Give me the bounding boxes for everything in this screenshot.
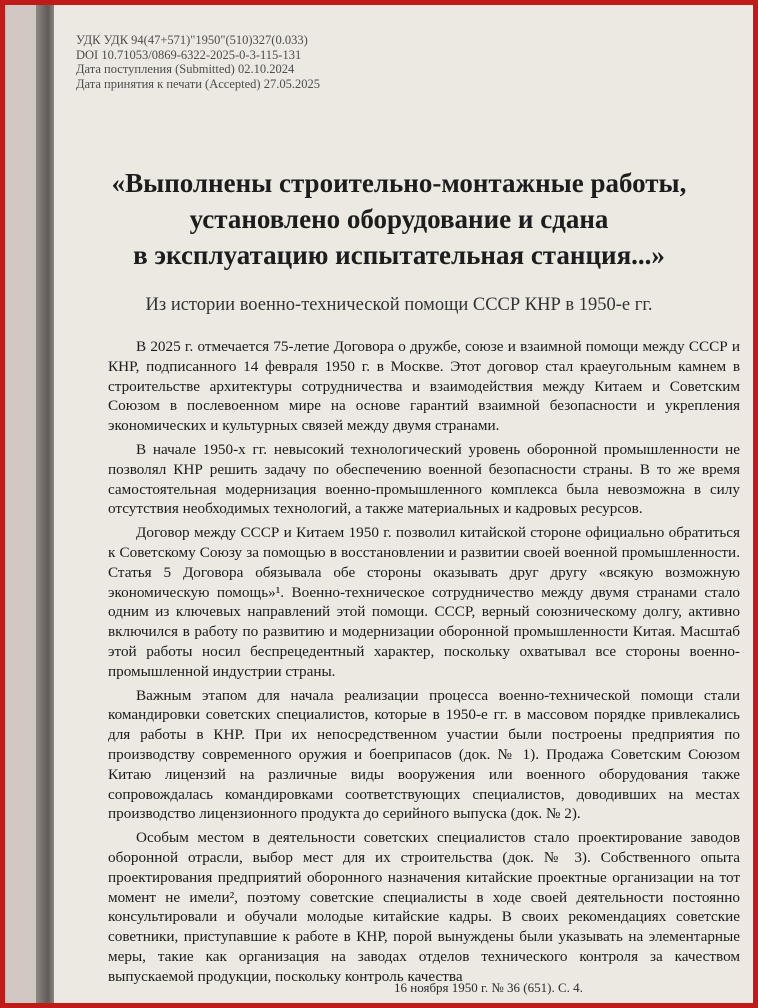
article-body (108, 337, 740, 991)
doi: DOI 10.71053/0869-6322-2025-0-3-115-131 (76, 47, 302, 62)
paragraph: В начале 1950-х гг. невысокий технологический уровень оборонной промышленности не позволял КНР решить задачу по обеспечению военной безопасности страны. В то же время самостоятельная модернизация военно-промышленного комплекса была невозможна в силу отсутствия необходимых технологий, а также материальных и кадровых ресурсов. (108, 440, 740, 518)
paragraph: Особым местом в деятельности советских специалистов стало проектирование заводов оборонной отрасли, выбор мест для их строительства (док. № 3). Собственного опыта проектирования предприятий оборонного назначения китайские проектные организации на тот момент не имели², поэтому советские специалисты в ходе своей деятельности постоянно консультировали и обучали молодые китайские кадры. В своих рекомендациях советские советники, приступавшие к работе в КНР, порой вынуждены были указывать на элементарные меры, такие как организация на заводах отделов технического контроля за качеством выпускаемой продукции, поскольку контроль качества (108, 829, 740, 985)
submitted-date: Дата поступления (Submitted) 02.10.2024 (76, 62, 295, 76)
footnote: 16 ноября 1950 г. № 36 (651). С. 4. (394, 980, 583, 995)
paragraph: Важным этапом для начала реализации процесса военно-технической помощи стали командировки советских специалистов, которые в 1950-е гг. в массовом порядке привлекались для работы в КНР. При их непосредственном участии были построены предприятия по производству современного оружия и боеприпасов (док. № 1). Продажа Советским Союзом Китаю лицензий на различные виды вооружения или военного оборудования также сопровождалась командировками соответствующих специалистов, доводивших на местах производство лицензионного продукта до серийного выпуска (док. № 2). (108, 686, 740, 823)
title-line-2: установлено оборудование и сдана (189, 204, 609, 234)
book-spine (36, 5, 56, 1003)
paragraph: Договор между СССР и Китаем 1950 г. позволил китайской стороне официально обратиться к Советскому Союзу за помощью в восстановлении и развитии своей военной промышленности. Статья 5 Договора обязывала обе стороны оказывать друг другу «всякую возможную экономическую помощь»¹. Военно-техническое сотрудничество между двумя странами стало одним из ключевых направлений этой помощи. СССР, верный союзническому долгу, активно включился в работу по развитию и модернизации оборонной промышленности Китая. Масштаб этой работы носил беспрецедентный характер, поскольку охватывал все стороны военно-промышленной индустрии страны. (108, 524, 740, 680)
paragraph: В 2025 г. отмечается 75-летие Договора о дружбе, союзе и взаимной помощи между СССР и КНР, подписанного 14 февраля 1950 г. в Москве. Этот договор стал краеугольным камнем в строительстве архитектуры сотрудничества и взаимодействия между Китаем и Советским Союзом в послевоенном мире на основе гарантий взаимной безопасности и укрепления экономических и культурных связей между двумя странами. (108, 338, 740, 435)
accepted-date: Дата принятия к печати (Accepted) 27.05.2025 (76, 76, 320, 91)
title-line-1: «Выполнены строительно-монтажные работы, (111, 168, 687, 198)
article-title (54, 165, 744, 273)
article-subtitle: Из истории военно-технической помощи СССР КНР в 1950-е гг. (145, 295, 653, 315)
journal-page (54, 5, 753, 1003)
article-metadata (76, 33, 320, 91)
title-line-3: в эксплуатацию испытательная станция...» (133, 240, 665, 270)
udk-code: УДК УДК 94(47+571)"1950"(510)327(0.033) (76, 33, 308, 47)
